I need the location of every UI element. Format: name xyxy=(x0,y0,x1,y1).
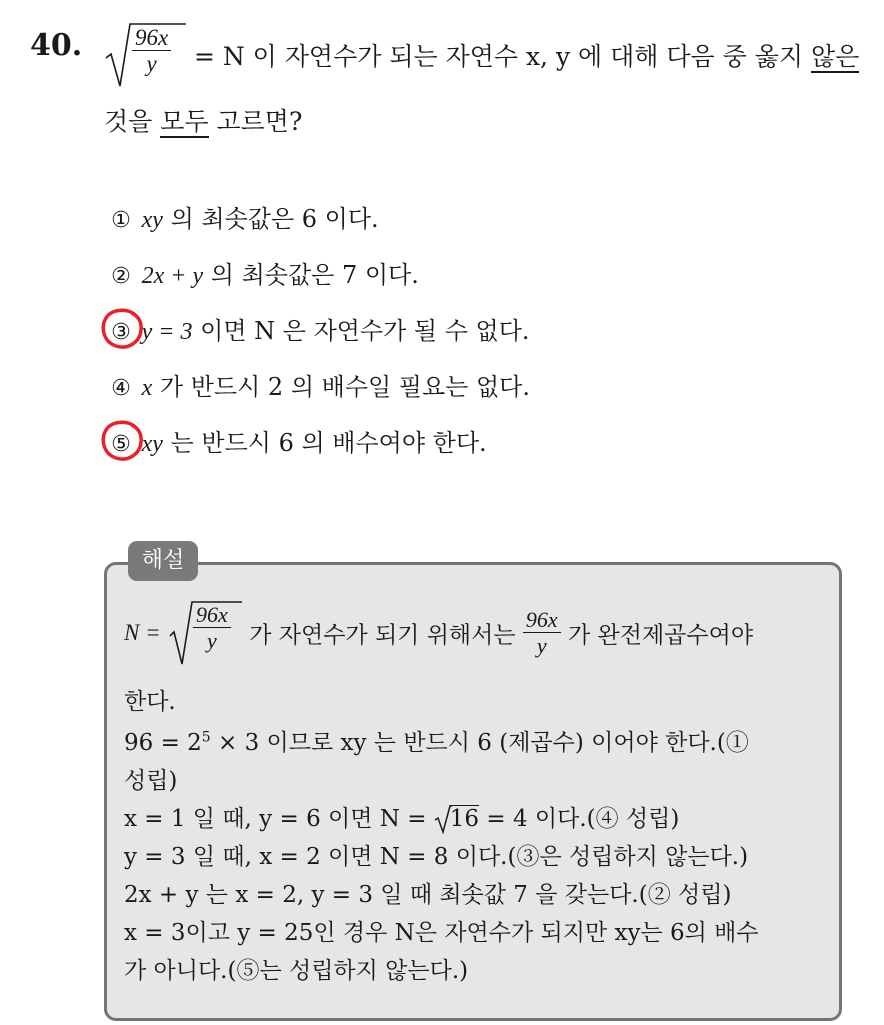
fraction-denominator: y xyxy=(206,628,217,654)
sqrt-expression xyxy=(104,20,186,90)
option-text: 의 최솟값은 6 이다. xyxy=(162,205,379,233)
option-expr: xy xyxy=(141,207,163,233)
option-text: 가 반드시 2 의 배수일 필요는 없다. xyxy=(152,373,530,401)
question-line1 xyxy=(104,20,859,90)
option-text: 의 최솟값은 7 이다. xyxy=(203,261,419,289)
question-number: 40. xyxy=(30,28,83,63)
solution-sqrt xyxy=(168,598,242,668)
solution-line9: 가 아니다.(⑤는 성립하지 않는다.) xyxy=(124,958,469,984)
solution-line8: x = 3이고 y = 25인 경우 N은 자연수가 되지만 xy는 6의 배수 xyxy=(124,920,759,946)
solution-fraction xyxy=(193,603,231,653)
selection-circle-icon xyxy=(98,416,146,464)
option-3[interactable] xyxy=(108,311,530,346)
fraction-numerator: 96x xyxy=(193,603,231,628)
solution-text: 가 완전제곱수여야 xyxy=(567,622,754,649)
solution-line4: 성립) xyxy=(124,768,178,794)
solution-n-equals: N = xyxy=(124,620,161,645)
question-text: = N 이 자연수가 되는 자연수 x, y 에 대해 다음 중 옳지 xyxy=(193,42,811,71)
solution-text: 가 자연수가 되기 위해서는 xyxy=(249,622,523,649)
option-4[interactable] xyxy=(108,367,530,402)
solution-fraction-2 xyxy=(523,608,561,658)
fraction-numerator: 96x xyxy=(523,608,561,633)
solution-text: = 4 이다.(④ 성립) xyxy=(479,806,680,832)
option-text: 는 반드시 6 의 배수여야 한다. xyxy=(162,429,487,457)
option-5[interactable] xyxy=(108,423,487,458)
sqrt-radicand: 16 xyxy=(449,806,480,832)
solution-line7: 2x + y 는 x = 2, y = 3 일 때 최솟값 7 을 갖는다.(② 성립) xyxy=(124,882,732,908)
solution-line5 xyxy=(124,800,679,833)
fraction-denominator: y xyxy=(536,632,547,658)
option-expr: x xyxy=(141,375,153,401)
option-2[interactable] xyxy=(108,255,419,290)
option-marker: ② xyxy=(111,264,131,289)
solution-text: 96 = 2 xyxy=(124,730,202,756)
option-expr: 2x + y xyxy=(141,263,204,289)
option-marker: ⑤ xyxy=(111,432,131,457)
selection-circle-icon xyxy=(98,304,146,352)
question-text-2b: 고르면? xyxy=(208,107,303,136)
solution-tag: 해설 xyxy=(128,541,198,581)
option-expr: xy xyxy=(141,431,163,457)
fraction-numerator: 96x xyxy=(132,25,171,51)
solution-text: x = 1 일 때, y = 6 이면 N = xyxy=(124,806,434,832)
sqrt-16 xyxy=(434,806,479,832)
fraction-denominator: y xyxy=(146,51,157,77)
underline-aneun: 않은 xyxy=(810,42,860,71)
option-text: 이면 N 은 자연수가 될 수 없다. xyxy=(192,317,530,345)
exponent: 5 xyxy=(201,729,211,746)
option-1[interactable] xyxy=(108,199,379,234)
underline-modu: 모두 xyxy=(160,107,209,136)
solution-text: × 3 이므로 xy 는 반드시 6 (제곱수) 이어야 한다.(① xyxy=(210,730,749,756)
option-expr: y = 3 xyxy=(141,319,193,345)
option-marker: ① xyxy=(111,208,131,233)
solution-line2: 한다. xyxy=(124,689,176,715)
solution-line6: y = 3 일 때, x = 2 이면 N = 8 이다.(③은 성립하지 않는다.) xyxy=(124,844,749,870)
option-marker: ④ xyxy=(111,376,131,401)
solution-line3 xyxy=(124,724,749,757)
question-line2 xyxy=(104,102,302,138)
question-text-2a: 것을 xyxy=(104,107,161,136)
option-marker: ③ xyxy=(111,320,131,345)
solution-line1 xyxy=(124,598,753,668)
question-fraction xyxy=(132,25,171,78)
